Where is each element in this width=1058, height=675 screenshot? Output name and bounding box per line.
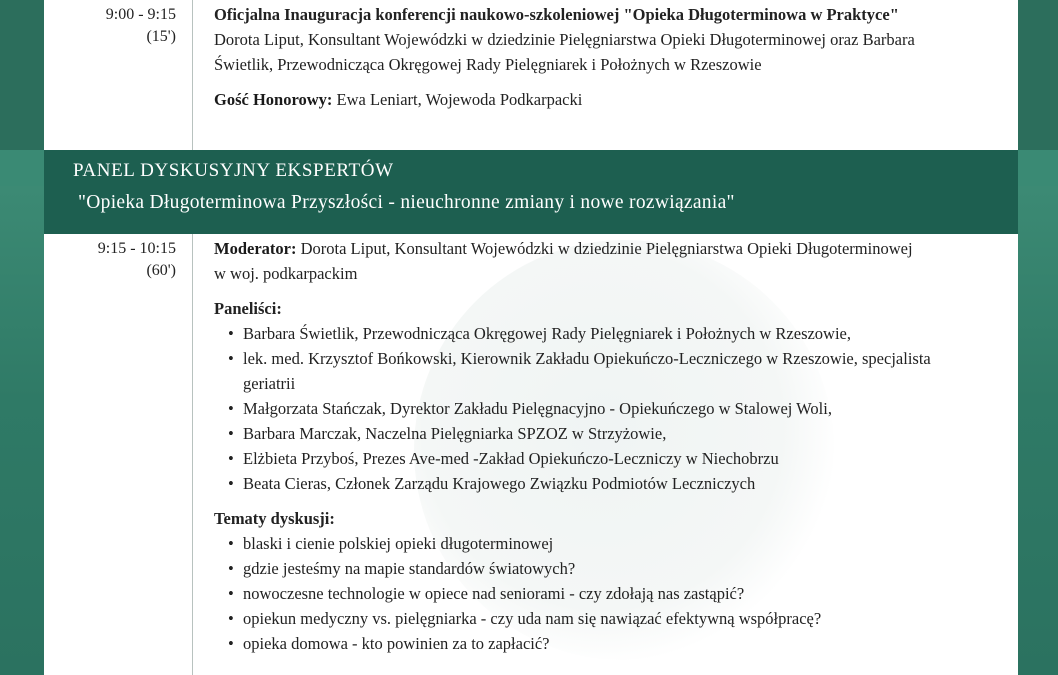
honorary-guest-label: Gość Honorowy:: [214, 90, 333, 109]
session-time-block: [106, 4, 176, 48]
session-speakers: Dorota Liput, Konsultant Wojewódzki w dziedzinie Pielęgniarstwa Opieki Długoterminowej oraz Barbara Świetlik, Przewodnicząca Okręgowej Rady Pielęgniarek i Położnych w Rzeszowie: [214, 30, 915, 74]
list-item: • Barbara Świetlik, Przewodnicząca Okręgowej Rady Pielęgniarek i Położnych w Rzeszowie,: [214, 321, 974, 346]
topics-heading: Tematy dyskusji:: [214, 509, 335, 528]
panel-banner: [44, 150, 1018, 234]
panel-title: PANEL DYSKUSYJNY EKSPERTÓW: [73, 160, 394, 181]
list-item: • gdzie jesteśmy na mapie standardów światowych?: [214, 556, 974, 581]
list-item: • blaski i cienie polskiej opieki długoterminowej: [214, 531, 974, 556]
panelists-list: [214, 321, 974, 496]
list-item: • opieka domowa - kto powinien za to zapłacić?: [214, 631, 974, 656]
honorary-guest-name: Ewa Leniart, Wojewoda Podkarpacki: [332, 90, 583, 109]
list-item: • Barbara Marczak, Naczelna Pielęgniarka SPZOZ w Strzyżowie,: [214, 421, 974, 446]
list-item: • nowoczesne technologie w opiece nad seniorami - czy zdołają nas zastąpić?: [214, 581, 974, 606]
session-title: Oficjalna Inauguracja konferencji naukowo-szkoleniowej "Opieka Długoterminowa w Praktyce": [214, 5, 899, 24]
program-page: [44, 0, 1018, 675]
session-panel: [44, 234, 1018, 675]
session-content: [214, 236, 931, 656]
session-time: 9:00 - 9:15: [105, 6, 176, 23]
topics-list: [214, 531, 974, 656]
list-item: • Beata Cieras, Członek Zarządu Krajowego Związku Podmiotów Leczniczych: [214, 471, 974, 496]
list-item: • opiekun medyczny vs. pielęgniarka - czy uda nam się nawiązać efektywną współpracę?: [214, 606, 974, 631]
panel-subtitle: "Opieka Długoterminowa Przyszłości - nieuchronne zmiany i nowe rozwiązania": [78, 192, 735, 213]
session-time: 9:15 - 10:15: [97, 240, 176, 257]
session-time-block: [98, 238, 176, 282]
moderator: [214, 236, 914, 286]
session-duration: (60'): [146, 262, 176, 279]
moderator-name: Dorota Liput, Konsultant Wojewódzki w dziedzinie Pielęgniarstwa Opieki Długoterminowej w woj. podkarpackim: [214, 239, 913, 283]
session-duration: (15'): [146, 28, 176, 45]
list-item: • Małgorzata Stańczak, Dyrektor Zakładu Pielęgnacyjno - Opiekuńczego w Stalowej Woli,: [214, 396, 974, 421]
session-inauguration: [44, 0, 1018, 150]
panelists-heading: Paneliści:: [214, 299, 282, 318]
session-content: [214, 2, 934, 112]
list-item: • lek. med. Krzysztof Bońkowski, Kierownik Zakładu Opiekuńczo-Leczniczego w Rzeszowie, specjalista geriatrii: [214, 346, 974, 396]
honorary-guest: [214, 87, 934, 112]
moderator-label: Moderator:: [214, 239, 297, 258]
list-item: • Elżbieta Przyboś, Prezes Ave-med -Zakład Opiekuńczo-Leczniczy w Niechobrzu: [214, 446, 974, 471]
